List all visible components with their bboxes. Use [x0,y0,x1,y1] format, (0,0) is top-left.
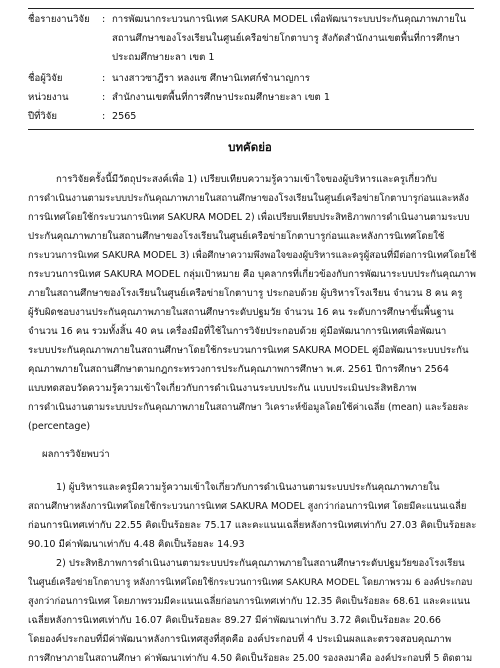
paragraph-line: การดำเนินงานตามระบบประกันคุณภาพภายในสถานศึกษาของโรงเรียนในศูนย์เครือข่ายโกตาบารูก่อนและหลัง [28,193,469,204]
report-title [112,10,482,67]
paragraph-line: กระบวนการนิเทศ SAKURA MODEL 3) เพื่อศึกษาความพึงพอใจของผู้บริหารและครูผู้สอนที่มีต่อการนิเทศโดยใช้ [28,250,477,261]
abstract-heading: บทคัดย่อ [228,140,272,154]
report-title-line: สถานศึกษาของโรงเรียนในศูนย์เครือข่ายโกตาบารู สังกัดสำนักงานเขตพื้นที่การศึกษา [112,33,460,44]
paragraph-line: การดำเนินงานตามระบบประกันคุณภาพภายในสถานศึกษา วิเคราะห์ข้อมูลโดยใช้ค่าเฉลี่ย (mean) และร้อยละ [28,402,469,413]
report-title-line: ประถมศึกษายะลา เขต 1 [112,52,215,63]
paragraph-line: กระบวนการนิเทศ SAKURA MODEL กลุ่มเป้าหมาย คือ บุคลากรที่เกี่ยวข้องกับการพัฒนาระบบประกันคุณภาพ [28,269,476,280]
year-label: ปีที่วิจัย [28,111,58,122]
paragraph-line: สูงกว่าก่อนการนิเทศ โดยภาพรวมมีคะแนนเฉลี่ยก่อนการนิเทศเท่ากับ 12.35 คิดเป็นร้อยละ 68.61 และคะแนน [28,596,470,607]
paragraph-line: ระบบประกันคุณภาพภายในสถานศึกษาโดยใช้กระบวนการนิเทศ SAKURA MODEL คู่มือพัฒนาระบบประกัน [28,345,469,356]
paragraph-line: แบบทดสอบวัดความรู้ความเข้าใจเกี่ยวกับการดำเนินงานระบบประกัน แบบประเมินประสิทธิภาพ [28,383,417,394]
report-title-line: การพัฒนากระบวนการนิเทศ SAKURA MODEL เพื่อพัฒนาระบบประกันคุณภาพภายใน [112,14,467,25]
paragraph-line: การนิเทศโดยใช้กระบวนการนิเทศ SAKURA MODEL 2) เพื่อเปรียบเทียบประสิทธิภาพการดำเนินงานตามระบบ [28,212,470,223]
paragraph-line: ผู้รับผิดชอบงานประกันคุณภาพภายในสถานศึกษาระดับปฐมวัย จำนวน 16 คน ระดับการศึกษาขั้นพื้นฐาน [28,307,454,318]
paragraph-line: ก่อนการนิเทศเท่ากับ 22.55 คิดเป็นร้อยละ 75.17 และคะแนนเฉลี่ยหลังการนิเทศเท่ากับ 27.03 คิดเป็นร้อยละ [28,520,477,531]
paragraph-line: เฉลี่ยหลังการนิเทศเท่ากับ 16.07 คิดเป็นร้อยละ 89.27 มีค่าพัฒนาเท่ากับ 3.72 คิดเป็นร้อยละ 20.66 [28,615,442,626]
results-heading: ผลการวิจัยพบว่า [42,449,110,460]
colon: : [102,73,106,84]
paragraph-line: 90.10 มีค่าพัฒนาเท่ากับ 4.48 คิดเป็นร้อยละ 14.93 [28,539,245,550]
paragraph-line: 2) ประสิทธิภาพการดำเนินงานตามระบบประกันคุณภาพภายในสถานศึกษาระดับปฐมวัยของโรงเรียน [56,558,465,569]
result-1-paragraph [28,478,476,554]
author-label: ชื่อผู้วิจัย [28,73,63,84]
year-value: 2565 [112,111,137,122]
colon: : [102,111,106,122]
paragraph-line: การวิจัยครั้งนี้มีวัตถุประสงค์เพื่อ 1) เปรียบเทียบความรู้ความเข้าใจของผู้บริหารและครูเกี่ยวกับ [56,174,437,185]
paragraph-line: ในศูนย์เครือข่ายโกตาบารู หลังการนิเทศโดยใช้กระบวนการนิเทศ SAKURA MODEL โดยภาพรวม 6 องค์ประกอบ [28,577,473,588]
colon: : [102,14,106,25]
top-rule [28,8,474,9]
colon: : [102,92,106,103]
abstract-intro-paragraph [28,170,476,436]
report-title-label: ชื่อรายงานวิจัย [28,14,90,25]
agency-value: สำนักงานเขตพื้นที่การศึกษาประถมศึกษายะลา เขต 1 [112,92,330,103]
results-heading-block [28,445,476,464]
paragraph-line: คุณภาพภายในสถานศึกษาตามกฎกระทรวงการประกันคุณภาพการศึกษา พ.ศ. 2561 ปีการศึกษา 2564 [28,364,450,375]
paragraph-line: (percentage) [28,421,91,432]
bottom-rule [28,129,474,130]
paragraph-line: 1) ผู้บริหารและครูมีความรู้ความเข้าใจเกี่ยวกับการดำเนินงานตามระบบประกันคุณภาพภายใน [56,482,440,493]
author-value: นางสาวซาฎีรา หลงแซ ศึกษานิเทศก์ชำนาญการ [112,73,310,84]
paragraph-line: การศึกษาภายในสถานศึกษา ค่าพัฒนาเท่ากับ 4.50 คิดเป็นร้อยละ 25.00 รองลงมาคือ องค์ประกอบที่ 5 ติดตาม [28,653,473,664]
paragraph-line: สถานศึกษาหลังการนิเทศโดยใช้กระบวนการนิเทศ SAKURA MODEL สูงกว่าก่อนการนิเทศ โดยมีคะแนนเฉลี่ย [28,501,467,512]
paragraph-line: ประกันคุณภาพภายในสถานศึกษาของโรงเรียนในศูนย์เครือข่ายโกตาบารูก่อนและหลังการนิเทศโดยใช้ [28,231,445,242]
paragraph-line: โดยองค์ประกอบที่มีค่าพัฒนาหลังการนิเทศสูงที่สุดคือ องค์ประกอบที่ 4 ประเมินผลและตรวจสอบคุณภาพ [28,634,452,645]
paragraph-line: ภายในสถานศึกษาของโรงเรียนในศูนย์เครือข่ายโกตาบารู ประกอบด้วย ผู้บริหารโรงเรียน จำนวน 8 คน ครู [28,288,463,299]
paragraph-line: จำนวน 16 คน รวมทั้งสิ้น 40 คน เครื่องมือที่ใช้ในการวิจัยประกอบด้วย คู่มือพัฒนาการนิเทศเพื่อพัฒนา [28,326,447,337]
result-2-paragraph [28,554,476,668]
agency-label: หน่วยงาน [28,92,69,103]
